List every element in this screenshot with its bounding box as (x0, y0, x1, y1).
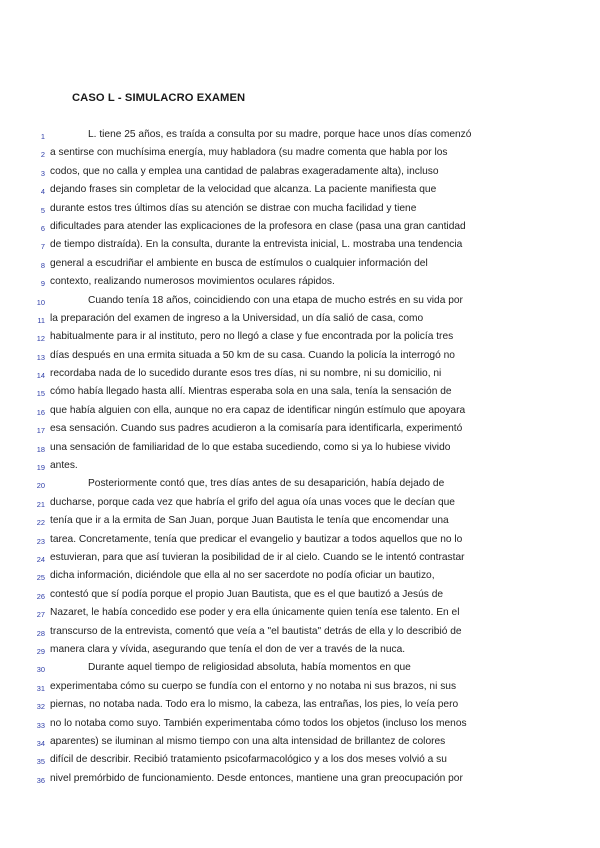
line-text: recordaba nada de lo sucedido durante esos tres días, ni su nombre, ni su domicilio, ni (50, 368, 442, 380)
line-text: a sentirse con muchísima energía, muy habladora (su madre comenta que habla por los (50, 147, 448, 159)
line-number: 36 (36, 775, 45, 785)
line-text: general a escudriñar el ambiente en busca de estímulos o cualquier información del (50, 257, 428, 269)
text-line (0, 587, 600, 605)
line-number: 29 (36, 646, 45, 656)
line-text: Posteriormente contó que, tres días antes de su desaparición, había dejado de (88, 478, 445, 490)
document-title: CASO L - SIMULACRO EXAMEN (72, 92, 246, 104)
text-line (0, 145, 600, 163)
line-text: codos, que no calla y emplea una cantidad de palabras exageradamente alta), incluso (50, 165, 439, 177)
line-text: L. tiene 25 años, es traída a consulta por su madre, porque hace unos días comenzó (88, 129, 472, 140)
line-number: 28 (36, 628, 45, 638)
line-number: 8 (40, 260, 45, 270)
line-number: 27 (36, 610, 45, 620)
text-line (0, 348, 600, 366)
line-number: 34 (36, 738, 45, 748)
line-number: 18 (36, 444, 45, 454)
text-line (0, 293, 600, 311)
line-text: estuvieran, para que así tuvieran la posibilidad de ir al cielo. Cuando se le intentó contrastar (50, 551, 465, 563)
line-number: 30 (36, 665, 45, 675)
line-number: 5 (40, 205, 45, 215)
line-number: 4 (40, 187, 45, 197)
line-text: aparentes) se iluminan al mismo tiempo con una alta intensidad de brillantez de colores (50, 735, 446, 747)
line-number: 21 (36, 499, 45, 509)
line-text: tenía que ir a la ermita de San Juan, porque Juan Bautista le tenía que encomendar una (50, 515, 449, 527)
line-number: 3 (40, 168, 45, 178)
numbered-text-body (0, 127, 600, 789)
text-line (0, 771, 600, 789)
line-number: 1 (40, 132, 45, 141)
line-number: 15 (36, 389, 45, 399)
line-text: habitualmente para ir al instituto, pero no llegó a clase y fue encontrada por la policía tres (50, 331, 454, 343)
text-line (0, 734, 600, 752)
line-number: 11 (37, 315, 45, 325)
line-text: cómo había llegado hasta allí. Mientras esperaba sola en una sala, tenía la sensación de (50, 386, 452, 398)
line-number: 24 (36, 554, 45, 564)
line-text: manera clara y vívida, asegurando que tenía el don de ver a través de la nuca. (50, 643, 406, 655)
line-number: 19 (36, 463, 45, 473)
text-line (0, 495, 600, 513)
line-number: 35 (36, 757, 45, 767)
line-text: antes. (50, 460, 78, 472)
text-line (0, 182, 600, 200)
line-text: nivel premórbido de funcionamiento. Desde entonces, mantiene una gran preocupación por (50, 772, 463, 784)
line-number: 14 (36, 371, 45, 381)
line-number: 32 (36, 702, 45, 712)
text-line (0, 403, 600, 421)
text-line (0, 201, 600, 219)
line-number: 13 (36, 352, 45, 362)
text-line (0, 164, 600, 182)
line-text: de tiempo distraída). En la consulta, durante la entrevista inicial, L. mostraba una tendencia (50, 239, 463, 251)
line-text: contexto, realizando numerosos movimientos oculares rápidos. (50, 276, 335, 288)
text-line (0, 624, 600, 642)
line-text: durante estos tres últimos días su atención se distrae con mucha facilidad y tiene (50, 202, 417, 214)
text-line (0, 274, 600, 292)
text-line (0, 256, 600, 274)
line-text: una sensación de familiaridad de lo que estaba sucediendo, como si ya lo hubiese vivido (50, 441, 451, 453)
line-number: 17 (36, 426, 45, 436)
line-number: 26 (36, 591, 45, 601)
line-number: 16 (36, 407, 45, 417)
line-text: que había alguien con ella, aunque no era capaz de identificar ningún estímulo que apoyara (50, 404, 466, 416)
text-line (0, 697, 600, 715)
text-line (0, 421, 600, 439)
line-text: Durante aquel tiempo de religiosidad absoluta, había momentos en que (88, 662, 411, 674)
line-number: 9 (40, 279, 45, 289)
text-line (0, 568, 600, 586)
text-line (0, 384, 600, 402)
line-text: transcurso de la entrevista, comentó que veía a "el bautista" detrás de ella y lo describió de (50, 625, 462, 637)
line-text: Cuando tenía 18 años, coincidiendo con una etapa de mucho estrés en su vida por (88, 294, 463, 306)
line-number: 20 (36, 481, 45, 491)
line-number: 6 (40, 223, 45, 233)
line-text: tarea. Concretamente, tenía que predicar el evangelio y bautizar a todos aquellos que no lo (50, 533, 463, 545)
text-line (0, 440, 600, 458)
text-line (0, 476, 600, 494)
text-line (0, 329, 600, 347)
text-line (0, 458, 600, 476)
line-number: 23 (36, 536, 45, 546)
line-text: Nazaret, le había concedido ese poder y era ella únicamente quien tenía ese talento. En el (50, 607, 460, 619)
text-line (0, 660, 600, 678)
line-number: 7 (40, 242, 45, 252)
text-line (0, 366, 600, 384)
line-text: experimentaba cómo su cuerpo se fundía con el entorno y no notaba ni sus brazos, ni sus (50, 680, 457, 692)
text-line (0, 311, 600, 329)
line-text: esa sensación. Cuando sus padres acudieron a la comisaría para identificarla, experimentó (50, 423, 463, 435)
line-number: 22 (36, 518, 45, 528)
line-number: 33 (36, 720, 45, 730)
text-line (0, 605, 600, 623)
text-line (0, 513, 600, 531)
line-text: no lo notaba como suyo. También experimentaba cómo todos los objetos (incluso los menos (50, 717, 467, 729)
line-text: dejando frases sin completar de la velocidad que alcanza. La paciente manifiesta que (50, 184, 437, 196)
text-line (0, 679, 600, 697)
text-line (0, 642, 600, 660)
line-text: dicha información, diciéndole que ella al no ser sacerdote no podía oficiar un bautizo, (50, 570, 435, 582)
line-number: 10 (36, 297, 45, 307)
line-text: contestó que sí podía porque el propio Juan Bautista, que es el que bautizó a Jesús de (50, 588, 444, 600)
text-line (0, 237, 600, 255)
line-text: ducharse, porque cada vez que habría el grifo del agua oía unas voces que le decían que (50, 496, 455, 508)
line-number: 2 (40, 150, 45, 160)
text-line (0, 752, 600, 770)
line-number: 12 (36, 334, 45, 344)
line-number: 25 (36, 573, 45, 583)
line-text: la preparación del examen de ingreso a la Universidad, un día salió de casa, como (50, 312, 424, 324)
line-text: dificultades para atender las explicaciones de la profesora en clase (pasa una gran cantidad (50, 220, 466, 232)
line-number: 31 (36, 683, 45, 693)
line-text: piernas, no notaba nada. Todo era lo mismo, la cabeza, las entrañas, los pies, lo veía pero (50, 699, 459, 711)
text-line (0, 716, 600, 734)
line-text: difícil de describir. Recibió tratamiento psicofarmacológico y a los dos meses volvió a su (50, 754, 447, 766)
text-line (0, 127, 600, 145)
text-line (0, 532, 600, 550)
text-line (0, 219, 600, 237)
line-text: días después en una ermita situada a 50 km de su casa. Cuando la policía la interrogó no (50, 349, 455, 361)
text-line (0, 550, 600, 568)
